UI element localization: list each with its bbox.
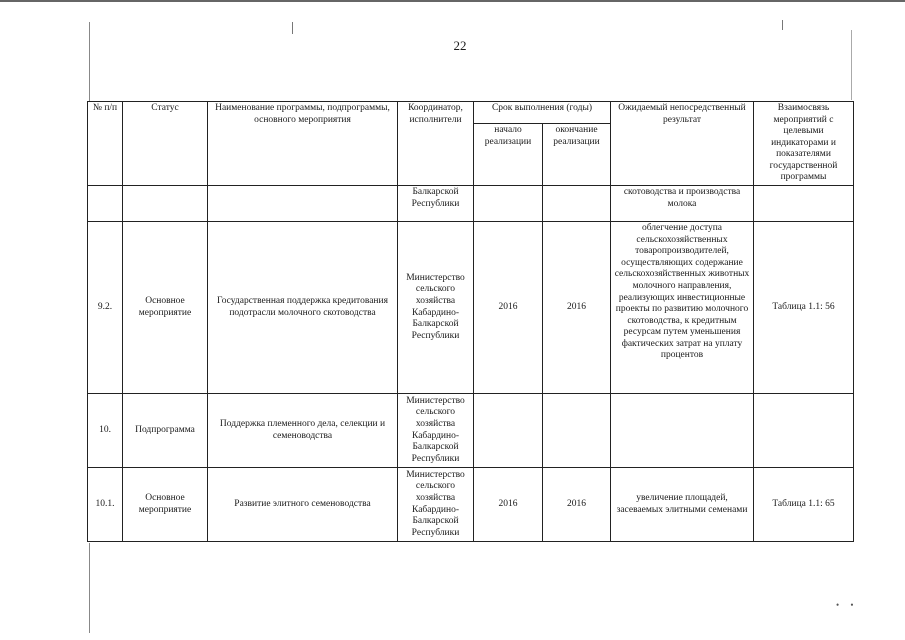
scan-left-margin-line	[89, 22, 90, 102]
cell-result: облегчение доступа сельскохозяйственных товаропроизводителей, осуществляющих содержание сельскохозяйственных животных молочного направления, реализующих инвестиционные проекты по развитию молочного скотоводства, к кредитным ресурсам путем уменьшения фактических затрат на уплату процентов	[611, 222, 754, 394]
cell-end: 2016	[543, 468, 611, 542]
scan-left-margin-line-lower	[89, 543, 90, 633]
cell-num	[88, 186, 123, 222]
header-relation: Взаимосвязь мероприятий с целевыми индикаторами и показателями государственной программы	[754, 102, 854, 186]
cell-coordinator: Министерство сельского хозяйства Кабардино-Балкарской Республики	[398, 222, 474, 394]
cell-end	[543, 186, 611, 222]
header-result: Ожидаемый непосредственный результат	[611, 102, 754, 186]
cell-coordinator: Министерство сельского хозяйства Кабардино-Балкарской Республики	[398, 468, 474, 542]
cell-start	[474, 394, 543, 468]
cell-num: 10.1.	[88, 468, 123, 542]
table-row	[88, 394, 854, 468]
header-start: начало реализации	[474, 124, 543, 186]
cell-status: Подпрограмма	[123, 394, 208, 468]
header-name: Наименование программы, подпрограммы, основного мероприятия	[208, 102, 398, 186]
scan-mark-a	[292, 22, 293, 34]
table-row	[88, 222, 854, 394]
cell-start: 2016	[474, 222, 543, 394]
cell-status: Основное мероприятие	[123, 468, 208, 542]
cell-result: скотоводства и производства молока	[611, 186, 754, 222]
cell-relation: Таблица 1.1: 56	[754, 222, 854, 394]
cell-num: 10.	[88, 394, 123, 468]
cell-num: 9.2.	[88, 222, 123, 394]
cell-coordinator: Министерство сельского хозяйства Кабардино-Балкарской Республики	[398, 394, 474, 468]
header-coordinator: Координатор, исполнители	[398, 102, 474, 186]
header-term: Срок выполнения (годы)	[474, 102, 611, 124]
cell-coordinator: Балкарской Республики	[398, 186, 474, 222]
table-row	[88, 186, 854, 222]
scan-right-margin-line	[851, 30, 852, 100]
cell-name: Поддержка племенного дела, селекции и семеноводства	[208, 394, 398, 468]
cell-result	[611, 394, 754, 468]
scan-speck-bottom-right: • •	[836, 600, 854, 610]
header-end: окончание реализации	[543, 124, 611, 186]
page-number: 22	[453, 38, 467, 53]
cell-end: 2016	[543, 222, 611, 394]
table-row	[88, 468, 854, 542]
cell-status: Основное мероприятие	[123, 222, 208, 394]
cell-end	[543, 394, 611, 468]
cell-start	[474, 186, 543, 222]
cell-relation: Таблица 1.1: 65	[754, 468, 854, 542]
cell-name	[208, 186, 398, 222]
cell-result: увеличение площадей, засеваемых элитными семенами	[611, 468, 754, 542]
cell-start: 2016	[474, 468, 543, 542]
program-activities-table	[87, 101, 854, 542]
header-num: № п/п	[88, 102, 123, 186]
header-status: Статус	[123, 102, 208, 186]
cell-name: Государственная поддержка кредитования подотрасли молочного скотоводства	[208, 222, 398, 394]
scan-top-edge-line	[0, 0, 905, 2]
cell-relation	[754, 394, 854, 468]
cell-name: Развитие элитного семеноводства	[208, 468, 398, 542]
cell-relation	[754, 186, 854, 222]
scan-mark-b	[782, 20, 783, 30]
cell-status	[123, 186, 208, 222]
